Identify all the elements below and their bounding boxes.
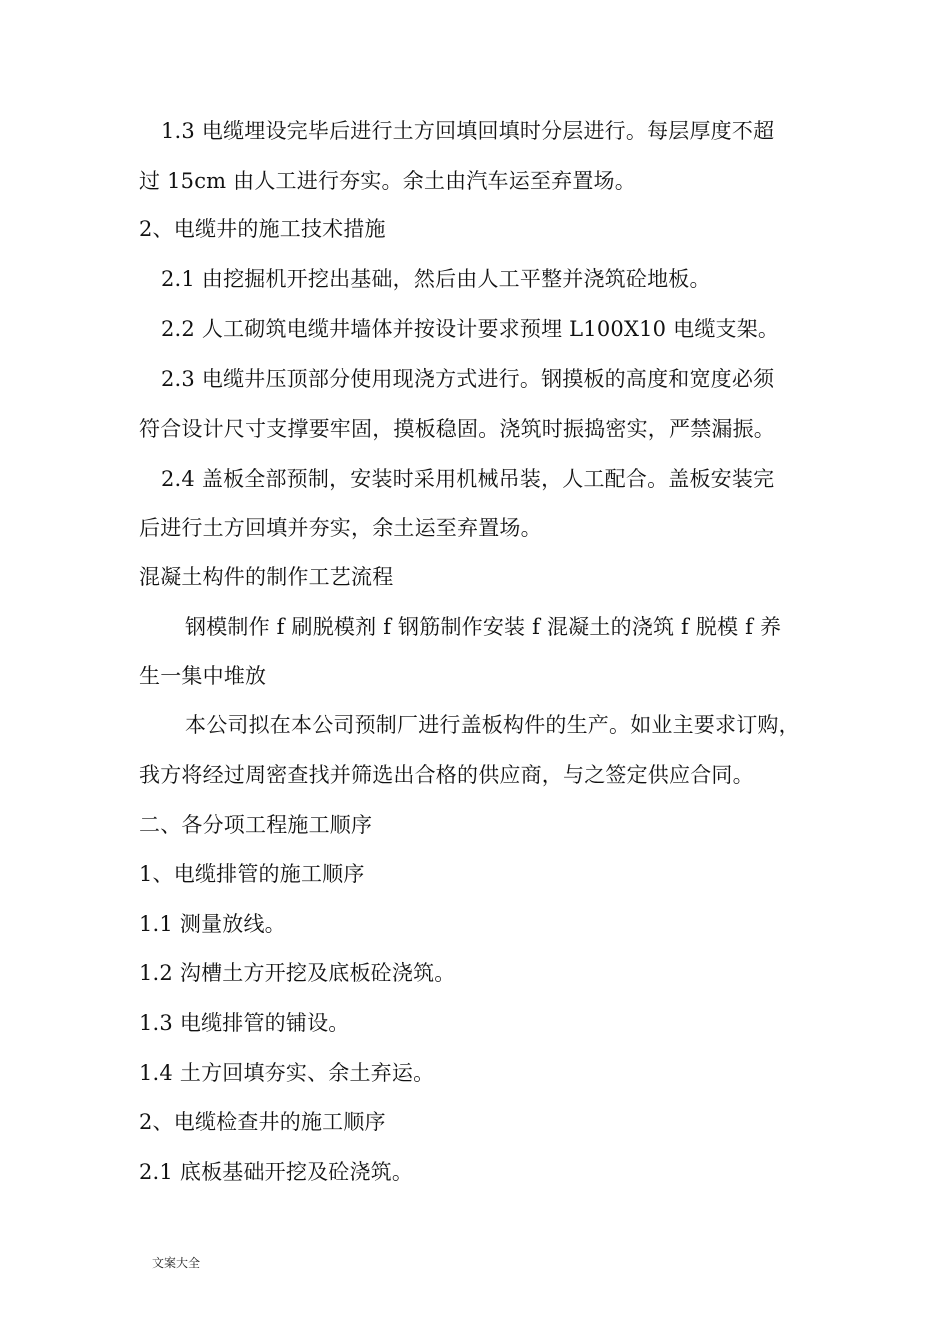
paragraph-line: 2.3 电缆井压顶部分使用现浇方式进行。钢摸板的高度和宽度必须: [161, 367, 775, 391]
section-heading: 二、各分项工程施工顺序: [139, 813, 373, 837]
list-item: 1.4 土方回填夯实、余土弃运。: [139, 1061, 435, 1085]
list-item: 1.1 测量放线。: [139, 912, 286, 936]
paragraph-line: 符合设计尺寸支撑要牢固，摸板稳固。浇筑时振捣密实，严禁漏振。: [139, 417, 775, 441]
section-heading: 2、电缆井的施工技术措施: [139, 217, 386, 241]
paragraph-line: 后进行土方回填并夯实，余土运至弃置场。: [139, 516, 542, 540]
paragraph-line: 2.2 人工砌筑电缆井墙体并按设计要求预埋 L100X10 电缆支架。: [161, 317, 780, 341]
paragraph-line: 钢模制作 f 刷脱模剂 f 钢筋制作安装 f 混凝土的浇筑 f 脱模 f 养: [185, 615, 782, 639]
section-heading: 混凝土构件的制作工艺流程: [139, 565, 394, 589]
list-item: 1.3 电缆排管的铺设。: [139, 1011, 350, 1035]
section-heading: 2、电缆检查井的施工顺序: [139, 1110, 386, 1134]
paragraph-line: 过 15cm 由人工进行夯实。余土由汽车运至弃置场。: [139, 169, 636, 193]
paragraph-line: 本公司拟在本公司预制厂进行盖板构件的生产。如业主要求订购，: [185, 713, 800, 737]
list-item: 1.2 沟槽土方开挖及底板砼浇筑。: [139, 961, 456, 985]
paragraph-line: 2.1 由挖掘机开挖出基础，然后由人工平整并浇筑砼地板。: [161, 267, 711, 291]
paragraph-line: 我方将经过周密查找并筛选出合格的供应商，与之签定供应合同。: [139, 763, 754, 787]
paragraph-line: 2.4 盖板全部预制，安装时采用机械吊装，人工配合。盖板安装完: [161, 467, 775, 491]
list-item: 2.1 底板基础开挖及砼浇筑。: [139, 1160, 414, 1184]
paragraph-line: 生一集中堆放: [139, 664, 267, 688]
section-heading: 1、电缆排管的施工顺序: [139, 862, 365, 886]
page-footer: 文案大全: [152, 1256, 201, 1270]
paragraph-line: 1.3 电缆埋设完毕后进行土方回填回填时分层进行。每层厚度不超: [161, 119, 775, 143]
